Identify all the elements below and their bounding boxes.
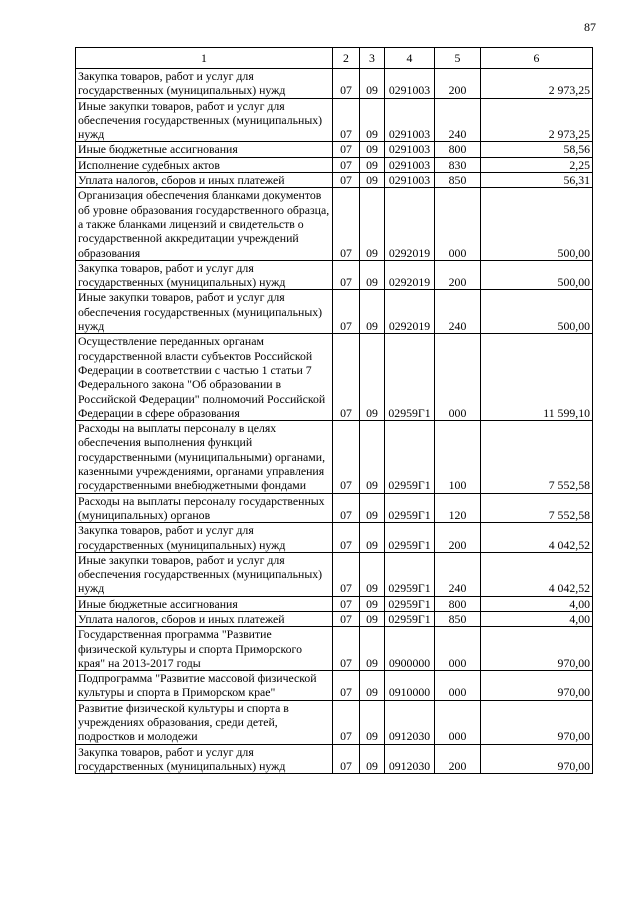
table-row <box>76 69 593 99</box>
table-row <box>76 523 593 553</box>
table-row <box>76 744 593 774</box>
table-row <box>76 157 593 172</box>
target-article-cell: 0292019 <box>385 290 435 334</box>
subsection-code-cell: 09 <box>360 334 385 421</box>
section-code-cell: 07 <box>333 421 360 493</box>
column-header: 6 <box>481 48 593 69</box>
section-code-cell: 07 <box>333 98 360 142</box>
table-row <box>76 611 593 626</box>
target-article-cell: 0900000 <box>385 627 435 671</box>
table-row <box>76 98 593 142</box>
table-row <box>76 188 593 260</box>
amount-cell: 4,00 <box>481 596 593 611</box>
row-name-cell: Расходы на выплаты персоналу государственных (муниципальных) органов <box>76 493 333 523</box>
amount-cell: 500,00 <box>481 188 593 260</box>
budget-table <box>75 47 593 774</box>
section-code-cell: 07 <box>333 700 360 744</box>
table-row <box>76 334 593 421</box>
row-name-cell: Иные закупки товаров, работ и услуг для обеспечения государственных (муниципальных) нужд <box>76 290 333 334</box>
target-article-cell: 02959Г1 <box>385 334 435 421</box>
expense-type-cell: 000 <box>435 334 481 421</box>
subsection-code-cell: 09 <box>360 142 385 157</box>
target-article-cell: 02959Г1 <box>385 421 435 493</box>
section-code-cell: 07 <box>333 69 360 99</box>
target-article-cell: 02959Г1 <box>385 611 435 626</box>
row-name-cell: Иные закупки товаров, работ и услуг для обеспечения государственных (муниципальных) нужд <box>76 552 333 596</box>
table-row <box>76 493 593 523</box>
column-header: 1 <box>76 48 333 69</box>
amount-cell: 970,00 <box>481 700 593 744</box>
expense-type-cell: 200 <box>435 523 481 553</box>
section-code-cell: 07 <box>333 157 360 172</box>
row-name-cell: Исполнение судебных актов <box>76 157 333 172</box>
table-row <box>76 142 593 157</box>
section-code-cell: 07 <box>333 523 360 553</box>
section-code-cell: 07 <box>333 552 360 596</box>
table-row <box>76 173 593 188</box>
amount-cell: 2 973,25 <box>481 98 593 142</box>
row-name-cell: Развитие физической культуры и спорта в учреждениях образования, среди детей, подростков и молодежи <box>76 700 333 744</box>
row-name-cell: Закупка товаров, работ и услуг для государственных (муниципальных) нужд <box>76 744 333 774</box>
target-article-cell: 0291003 <box>385 157 435 172</box>
column-header: 2 <box>333 48 360 69</box>
subsection-code-cell: 09 <box>360 627 385 671</box>
subsection-code-cell: 09 <box>360 98 385 142</box>
subsection-code-cell: 09 <box>360 188 385 260</box>
column-header: 5 <box>435 48 481 69</box>
expense-type-cell: 100 <box>435 421 481 493</box>
target-article-cell: 0291003 <box>385 98 435 142</box>
amount-cell: 970,00 <box>481 627 593 671</box>
subsection-code-cell: 09 <box>360 596 385 611</box>
target-article-cell: 02959Г1 <box>385 596 435 611</box>
row-name-cell: Закупка товаров, работ и услуг для государственных (муниципальных) нужд <box>76 523 333 553</box>
row-name-cell: Уплата налогов, сборов и иных платежей <box>76 611 333 626</box>
target-article-cell: 0292019 <box>385 188 435 260</box>
expense-type-cell: 800 <box>435 142 481 157</box>
table-row <box>76 627 593 671</box>
amount-cell: 970,00 <box>481 671 593 701</box>
expense-type-cell: 850 <box>435 173 481 188</box>
table-row <box>76 260 593 290</box>
subsection-code-cell: 09 <box>360 260 385 290</box>
row-name-cell: Организация обеспечения бланками документов об уровне образования государственного образца, а также бланками лицензий и свидетельств о государственной аккредитации учреждений образования <box>76 188 333 260</box>
target-article-cell: 0292019 <box>385 260 435 290</box>
subsection-code-cell: 09 <box>360 173 385 188</box>
amount-cell: 4 042,52 <box>481 552 593 596</box>
table-row <box>76 671 593 701</box>
section-code-cell: 07 <box>333 260 360 290</box>
amount-cell: 7 552,58 <box>481 421 593 493</box>
target-article-cell: 0912030 <box>385 744 435 774</box>
subsection-code-cell: 09 <box>360 611 385 626</box>
target-article-cell: 02959Г1 <box>385 523 435 553</box>
amount-cell: 500,00 <box>481 290 593 334</box>
expense-type-cell: 850 <box>435 611 481 626</box>
amount-cell: 2,25 <box>481 157 593 172</box>
expense-type-cell: 240 <box>435 552 481 596</box>
target-article-cell: 0291003 <box>385 173 435 188</box>
row-name-cell: Расходы на выплаты персоналу в целях обеспечения выполнения функций государственными (муниципальными) органами, казенными учреждениями, органами управления государственными внебюджетными фондами <box>76 421 333 493</box>
row-name-cell: Иные бюджетные ассигнования <box>76 596 333 611</box>
target-article-cell: 0291003 <box>385 69 435 99</box>
target-article-cell: 0291003 <box>385 142 435 157</box>
section-code-cell: 07 <box>333 744 360 774</box>
expense-type-cell: 800 <box>435 596 481 611</box>
subsection-code-cell: 09 <box>360 552 385 596</box>
target-article-cell: 0910000 <box>385 671 435 701</box>
expense-type-cell: 000 <box>435 627 481 671</box>
expense-type-cell: 240 <box>435 290 481 334</box>
expense-type-cell: 200 <box>435 744 481 774</box>
section-code-cell: 07 <box>333 290 360 334</box>
subsection-code-cell: 09 <box>360 744 385 774</box>
subsection-code-cell: 09 <box>360 671 385 701</box>
subsection-code-cell: 09 <box>360 69 385 99</box>
target-article-cell: 0912030 <box>385 700 435 744</box>
row-name-cell: Иные бюджетные ассигнования <box>76 142 333 157</box>
table-row <box>76 421 593 493</box>
row-name-cell: Осуществление переданных органам государственной власти субъектов Российской Федерации в соответствии с частью 1 статьи 7 Федерального закона "Об образовании в Российской Федерации" полномочий Российской Федерации в сфере образования <box>76 334 333 421</box>
subsection-code-cell: 09 <box>360 493 385 523</box>
table-row <box>76 700 593 744</box>
section-code-cell: 07 <box>333 596 360 611</box>
table-row <box>76 596 593 611</box>
amount-cell: 4,00 <box>481 611 593 626</box>
page-number: 87 <box>584 20 596 34</box>
row-name-cell: Иные закупки товаров, работ и услуг для обеспечения государственных (муниципальных) нужд <box>76 98 333 142</box>
section-code-cell: 07 <box>333 188 360 260</box>
amount-cell: 11 599,10 <box>481 334 593 421</box>
section-code-cell: 07 <box>333 173 360 188</box>
amount-cell: 7 552,58 <box>481 493 593 523</box>
amount-cell: 4 042,52 <box>481 523 593 553</box>
section-code-cell: 07 <box>333 142 360 157</box>
column-header: 4 <box>385 48 435 69</box>
expense-type-cell: 240 <box>435 98 481 142</box>
row-name-cell: Государственная программа "Развитие физической культуры и спорта Приморского края" на 2013-2017 годы <box>76 627 333 671</box>
row-name-cell: Уплата налогов, сборов и иных платежей <box>76 173 333 188</box>
target-article-cell: 02959Г1 <box>385 493 435 523</box>
header-row <box>76 48 593 69</box>
target-article-cell: 02959Г1 <box>385 552 435 596</box>
table-row <box>76 290 593 334</box>
amount-cell: 2 973,25 <box>481 69 593 99</box>
row-name-cell: Подпрограмма "Развитие массовой физической культуры и спорта в Приморском крае" <box>76 671 333 701</box>
subsection-code-cell: 09 <box>360 523 385 553</box>
expense-type-cell: 000 <box>435 700 481 744</box>
section-code-cell: 07 <box>333 493 360 523</box>
section-code-cell: 07 <box>333 611 360 626</box>
expense-type-cell: 000 <box>435 671 481 701</box>
subsection-code-cell: 09 <box>360 157 385 172</box>
subsection-code-cell: 09 <box>360 700 385 744</box>
expense-type-cell: 200 <box>435 260 481 290</box>
table-row <box>76 552 593 596</box>
amount-cell: 56,31 <box>481 173 593 188</box>
expense-type-cell: 200 <box>435 69 481 99</box>
row-name-cell: Закупка товаров, работ и услуг для государственных (муниципальных) нужд <box>76 69 333 99</box>
expense-type-cell: 830 <box>435 157 481 172</box>
column-header: 3 <box>360 48 385 69</box>
expense-type-cell: 120 <box>435 493 481 523</box>
row-name-cell: Закупка товаров, работ и услуг для государственных (муниципальных) нужд <box>76 260 333 290</box>
expense-type-cell: 000 <box>435 188 481 260</box>
section-code-cell: 07 <box>333 671 360 701</box>
subsection-code-cell: 09 <box>360 290 385 334</box>
amount-cell: 58,56 <box>481 142 593 157</box>
amount-cell: 500,00 <box>481 260 593 290</box>
section-code-cell: 07 <box>333 627 360 671</box>
subsection-code-cell: 09 <box>360 421 385 493</box>
amount-cell: 970,00 <box>481 744 593 774</box>
section-code-cell: 07 <box>333 334 360 421</box>
